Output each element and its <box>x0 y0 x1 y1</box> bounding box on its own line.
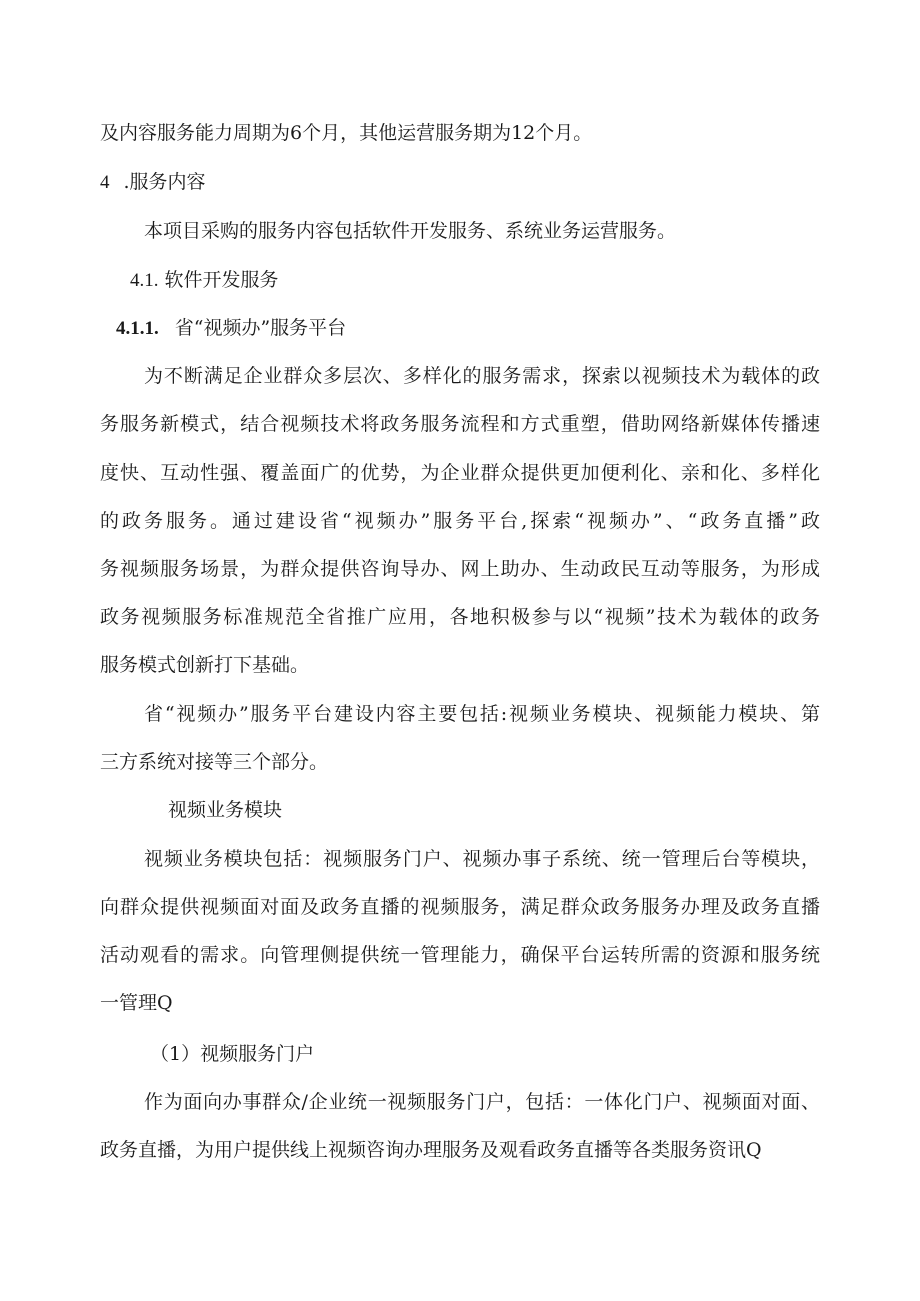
paragraph-line: 作为面向办事群众/企业统一视频服务门户，包括：一体化门户、视频面对面、 <box>144 1091 820 1113</box>
paragraph-line: 务视频服务场景，为群众提供咨询导办、网上助办、生动政民互动等服务，为形成 <box>100 558 820 580</box>
section-number: 4.1.1. <box>116 318 159 339</box>
section-title: 省“视频办”服务平台 <box>174 317 347 339</box>
paragraph-line: 度快、互动性强、覆盖面广的优势，为企业群众提供更加便利化、亲和化、多样化 <box>100 462 820 484</box>
paragraph-line: 活动观看的需求。向管理侧提供统一管理能力，确保平台运转所需的资源和服务统 <box>100 944 820 966</box>
section-number: 4 <box>100 172 110 193</box>
paragraph-line: 省“视频办”服务平台建设内容主要包括:视频业务模块、视频能力模块、第 <box>144 703 820 725</box>
section-title: 软件开发服务 <box>164 269 279 291</box>
paragraph-line: 服务模式创新打下基础。 <box>100 654 310 676</box>
paragraph-line: 向群众提供视频面对面及政务直播的视频服务，满足群众政务服务办理及政务直播 <box>100 896 820 918</box>
section-heading-4-1-1 <box>116 316 346 341</box>
paragraph-line: 视频业务模块包括：视频服务门户、视频办事子系统、统一管理后台等模块， <box>144 848 820 870</box>
paragraph-line: 一管理Q <box>100 992 173 1014</box>
paragraph-line: 的政务服务。通过建设省“视频办”服务平台,探索“视频办”、“政务直播”政 <box>100 510 820 532</box>
paragraph-line: 政务直播，为用户提供线上视频咨询办理服务及观看政务直播等各类服务资讯Q <box>100 1139 762 1161</box>
text-line: 及内容服务能力周期为6个月，其他运营服务期为12个月。 <box>100 122 593 144</box>
paragraph-line: 务服务新模式，结合视频技术将政务服务流程和方式重塑，借助网络新媒体传播速 <box>100 413 820 435</box>
section-heading-4 <box>100 170 206 195</box>
paragraph-line: 政务视频服务标准规范全省推广应用，各地积极参与以“视频”技术为载体的政务 <box>100 606 820 628</box>
section-title: .服务内容 <box>123 171 206 193</box>
paragraph-line: 三方系统对接等三个部分。 <box>100 751 329 773</box>
section-number: 4.1. <box>130 270 159 291</box>
subheading-video-business: 视频业务模块 <box>168 799 283 821</box>
subheading-portal: （1）视频服务门户 <box>150 1043 315 1065</box>
paragraph-line: 为不断满足企业群众多层次、多样化的服务需求，探索以视频技术为载体的政 <box>144 365 820 387</box>
text-line: 本项目采购的服务内容包括软件开发服务、系统业务运营服务。 <box>144 220 677 242</box>
section-heading-4-1 <box>130 268 279 293</box>
